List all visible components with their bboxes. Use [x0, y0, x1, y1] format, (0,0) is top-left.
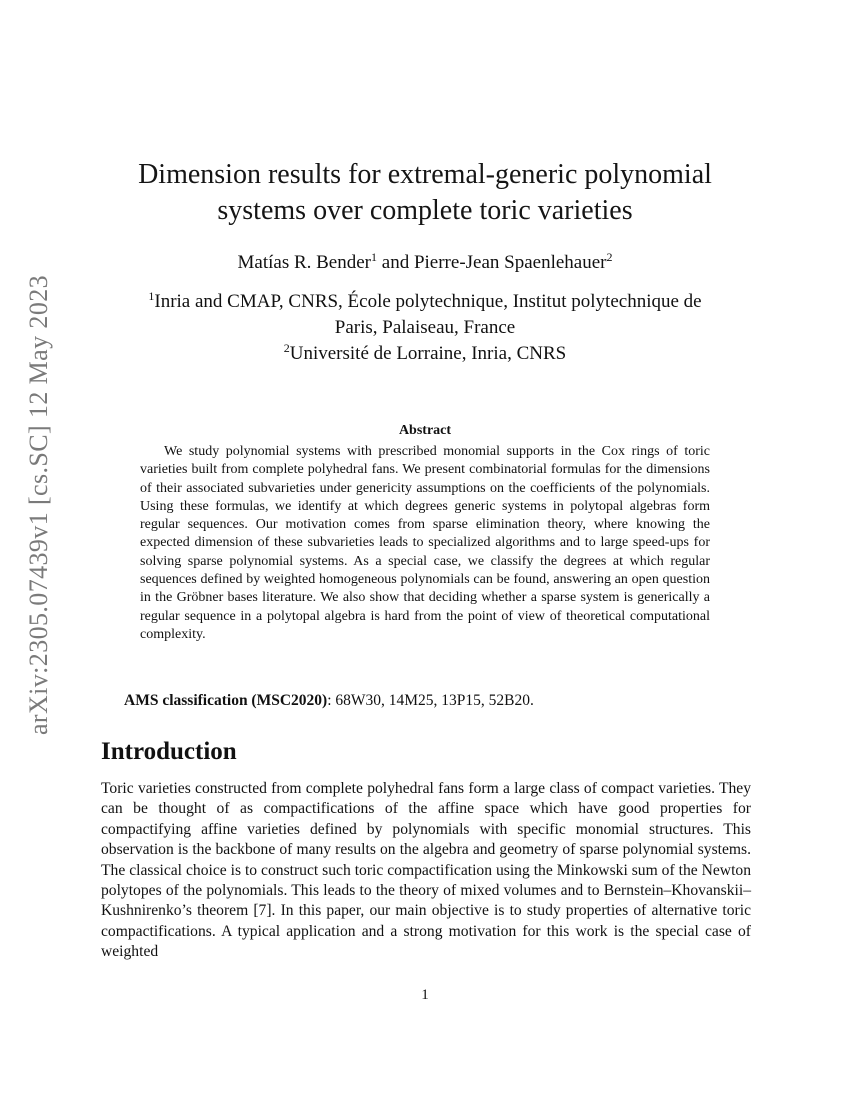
author-bender: Matías R. Bender — [237, 252, 372, 273]
author-list — [100, 250, 750, 276]
affiliation-2 — [100, 341, 750, 367]
author-2-affil-mark: 2 — [606, 250, 613, 264]
title-line-2: systems over complete toric varieties — [217, 195, 633, 226]
affiliations — [100, 289, 750, 367]
affiliation-1-line-2: Paris, Palaiseau, France — [334, 317, 516, 338]
arxiv-sidebar — [14, 260, 64, 750]
author-1-affil-mark: 1 — [371, 250, 378, 264]
affiliation-2-mark: 2 — [283, 341, 290, 355]
arxiv-identifier[interactable]: arXiv:2305.07439v1 [cs.SC] 12 May 2023 — [24, 274, 53, 736]
author-spaenlehauer: Pierre-Jean Spaenlehauer — [413, 252, 607, 273]
title-line-1: Dimension results for extremal-generic polynomial — [138, 159, 712, 190]
affiliation-2-line: Université de Lorraine, Inria, CNRS — [289, 343, 567, 364]
ams-codes: : 68W30, 14M25, 13P15, 52B20. — [327, 692, 534, 709]
abstract-heading: Abstract — [398, 423, 452, 438]
affiliation-1-mark: 1 — [148, 289, 155, 303]
affiliation-1 — [100, 289, 750, 315]
paper-title — [100, 157, 750, 229]
ams-classification — [124, 692, 724, 710]
abstract-text: We study polynomial systems with prescribed monomial supports in the Cox rings of toric varieties built from complete polyhedral fans. We present combinatorial formulas for the dimensions of their associated subvarieties under genericity assumptions on the coefficients of the polynomials. Using these formulas, we identify at which degrees generic systems in polytopal algebras form regular sequences. Our motivation comes from sparse elimination theory, where knowing the expected dimension of these subvarieties leads to specialized algorithms and to large speed-ups for solving sparse polynomial systems. As a special case, we classify the degrees at which regular sequences defined by weighted homogeneous polynomials can be found, answering an open question in the Gröbner bases literature. We also show that deciding whether a sparse system is generically a regular sequence in a polytopal algebra is hard from the point of view of theoretical computational complexity. — [140, 444, 710, 642]
introduction-text: Toric varieties constructed from complete polyhedral fans form a large class of compact varieties. They can be thought of as compactifications of the affine space which have good properties for compactifying affine varieties defined by polynomials with specific monomial structures. This observation is the backbone of many results on the algebra and geometry of sparse polynomial systems. The classical choice is to construct such toric compactification using the Minkowski sum of the Newton polytopes of the polynomials. This leads to the theory of mixed volumes and to Bernstein–Khovanskii–Kushnirenko’s theorem [7]. In this paper, our main objective is to study properties of alternative toric compactifications. A typical application and a strong motivation for this work is the special case of weighted — [101, 780, 751, 961]
introduction-heading: Introduction — [101, 738, 237, 765]
author-and: and — [377, 252, 414, 273]
affiliation-1-line-1: Inria and CMAP, CNRS, École polytechnique, Institut polytechnique de — [154, 291, 702, 312]
page-number: 1 — [421, 987, 429, 1003]
ams-label: AMS classification (MSC2020) — [124, 692, 328, 709]
